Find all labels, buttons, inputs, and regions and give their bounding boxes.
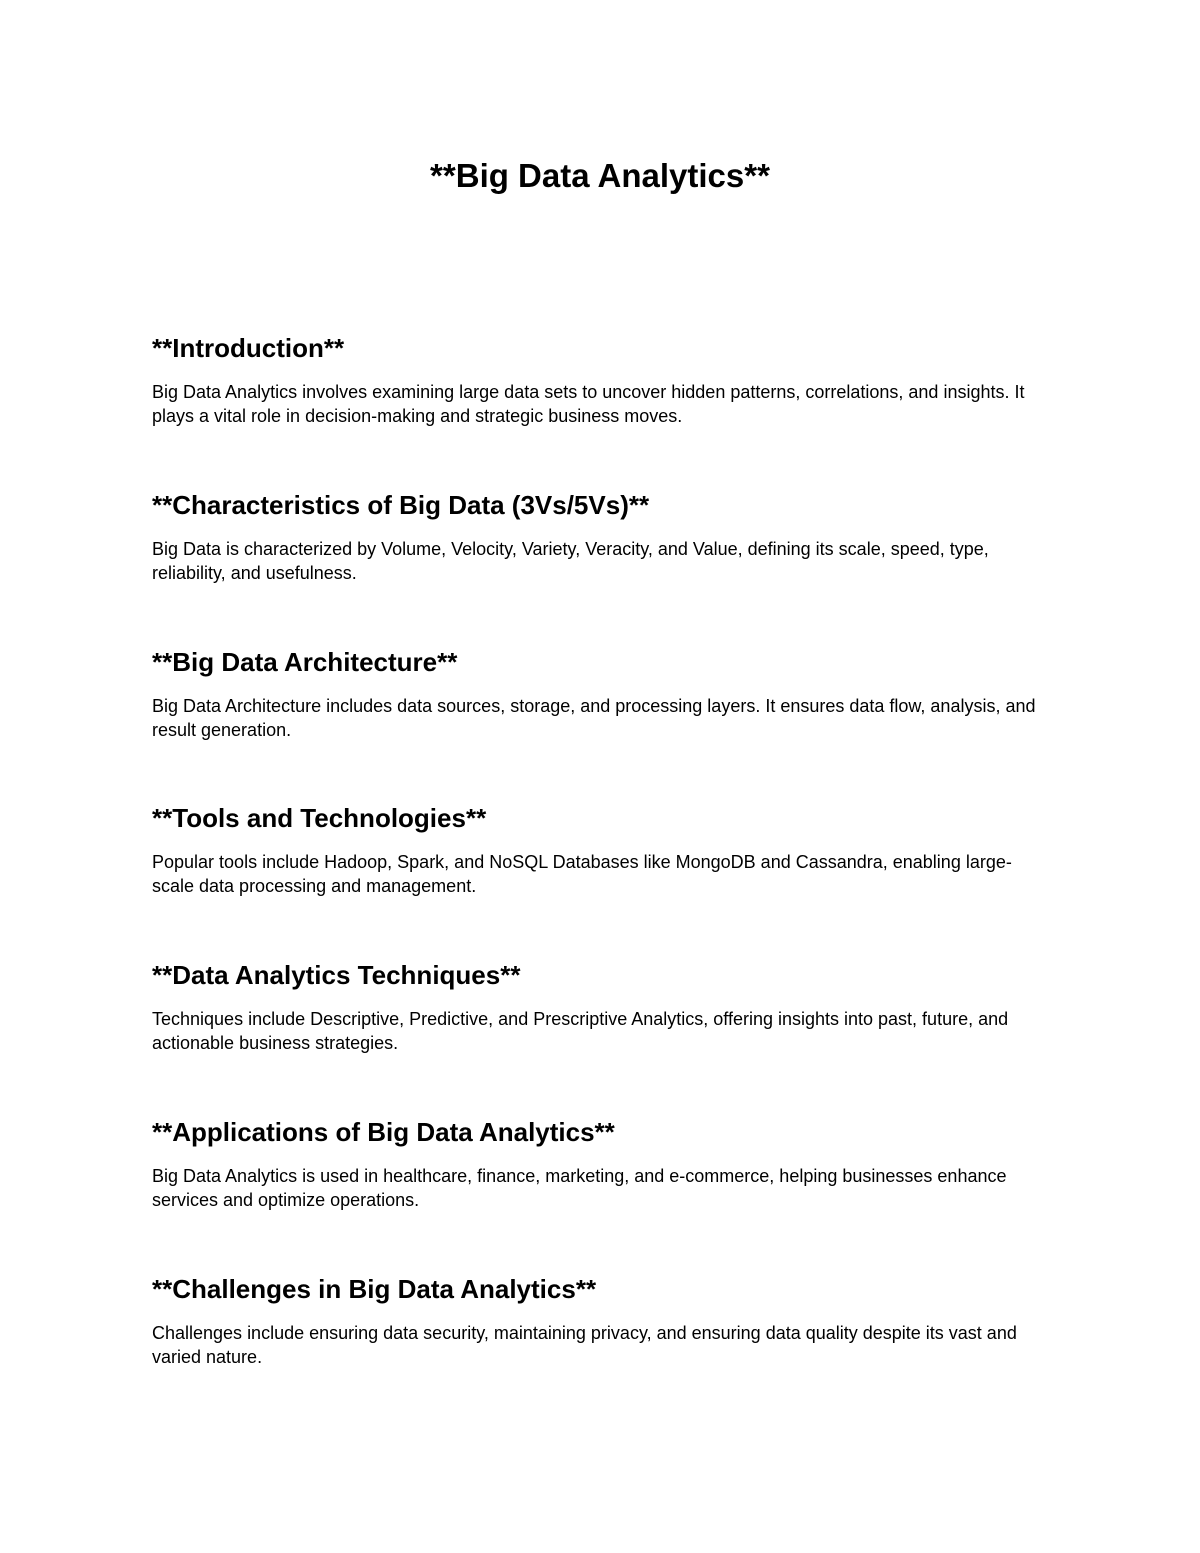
section-body: Big Data is characterized by Volume, Velocity, Variety, Veracity, and Value, defining its scale, speed, type, reliability, and usefulness. (152, 539, 989, 583)
section-body: Big Data Analytics is used in healthcare, finance, marketing, and e-commerce, helping businesses enhance services and optimize operations. (152, 1166, 1007, 1210)
section-applications (152, 1114, 1052, 1212)
section-body: Challenges include ensuring data security, maintaining privacy, and ensuring data quality despite its vast and varied nature. (152, 1323, 1017, 1367)
section-heading: **Tools and Technologies** (152, 803, 487, 833)
section-body: Techniques include Descriptive, Predictive, and Prescriptive Analytics, offering insights into past, future, and actionable business strategies. (152, 1009, 1009, 1053)
section-body: Popular tools include Hadoop, Spark, and NoSQL Databases like MongoDB and Cassandra, enabling large-scale data processing and management. (152, 852, 1012, 896)
section-heading: **Big Data Architecture** (152, 647, 458, 677)
section-heading: **Applications of Big Data Analytics** (152, 1117, 615, 1147)
section-introduction (152, 330, 1052, 428)
document-title: **Big Data Analytics** (430, 157, 770, 194)
section-tools (152, 800, 1052, 898)
section-body: Big Data Analytics involves examining large data sets to uncover hidden patterns, correlations, and insights. It plays a vital role in decision-making and strategic business moves. (152, 382, 1025, 426)
section-techniques (152, 957, 1052, 1055)
section-heading: **Data Analytics Techniques** (152, 960, 521, 990)
section-heading: **Characteristics of Big Data (3Vs/5Vs)** (152, 490, 650, 520)
section-heading: **Introduction** (152, 333, 345, 363)
section-characteristics (152, 487, 1052, 585)
section-body: Big Data Architecture includes data sources, storage, and processing layers. It ensures data flow, analysis, and result generation. (152, 696, 1036, 740)
section-heading: **Challenges in Big Data Analytics** (152, 1274, 597, 1304)
section-architecture (152, 644, 1052, 742)
section-challenges (152, 1271, 1052, 1369)
